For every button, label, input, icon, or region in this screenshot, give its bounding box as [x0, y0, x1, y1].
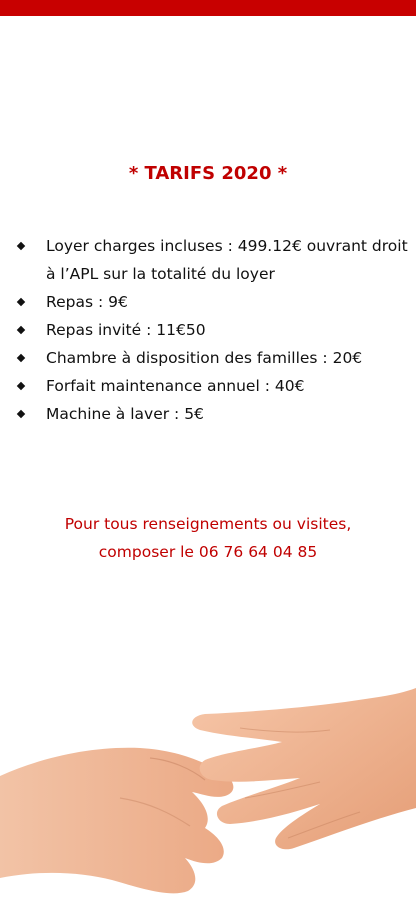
list-item-text: Machine à laver : 5€	[46, 405, 204, 423]
page-title: * TARIFS 2020 *	[128, 163, 288, 184]
list-item	[12, 316, 408, 344]
bullet-icon	[17, 382, 25, 390]
list-item-text: Repas invité : 11€50	[46, 321, 206, 339]
contact-phone-line: composer le 06 76 64 04 85	[98, 543, 318, 561]
contact-line-1: Pour tous renseignements ou visites,	[64, 515, 352, 533]
list-item-text: Chambre à disposition des familles : 20€	[46, 349, 363, 367]
list-item	[12, 344, 408, 372]
bullet-icon	[17, 242, 25, 250]
list-item-text: Repas : 9€	[46, 293, 128, 311]
list-item	[12, 232, 408, 288]
contact-info	[0, 510, 416, 566]
list-item	[12, 288, 408, 316]
bullet-icon	[17, 354, 25, 362]
hands-photo	[0, 688, 416, 905]
bullet-icon	[17, 410, 25, 418]
list-item	[12, 400, 408, 428]
list-item-text: Loyer charges incluses : 499.12€ ouvrant droit à l’APL sur la totalité du loyer	[46, 237, 408, 283]
top-accent-bar	[0, 0, 416, 16]
tarifs-list	[12, 232, 408, 428]
bullet-icon	[17, 298, 25, 306]
list-item-text: Forfait maintenance annuel : 40€	[46, 377, 305, 395]
list-item	[12, 372, 408, 400]
bullet-icon	[17, 326, 25, 334]
